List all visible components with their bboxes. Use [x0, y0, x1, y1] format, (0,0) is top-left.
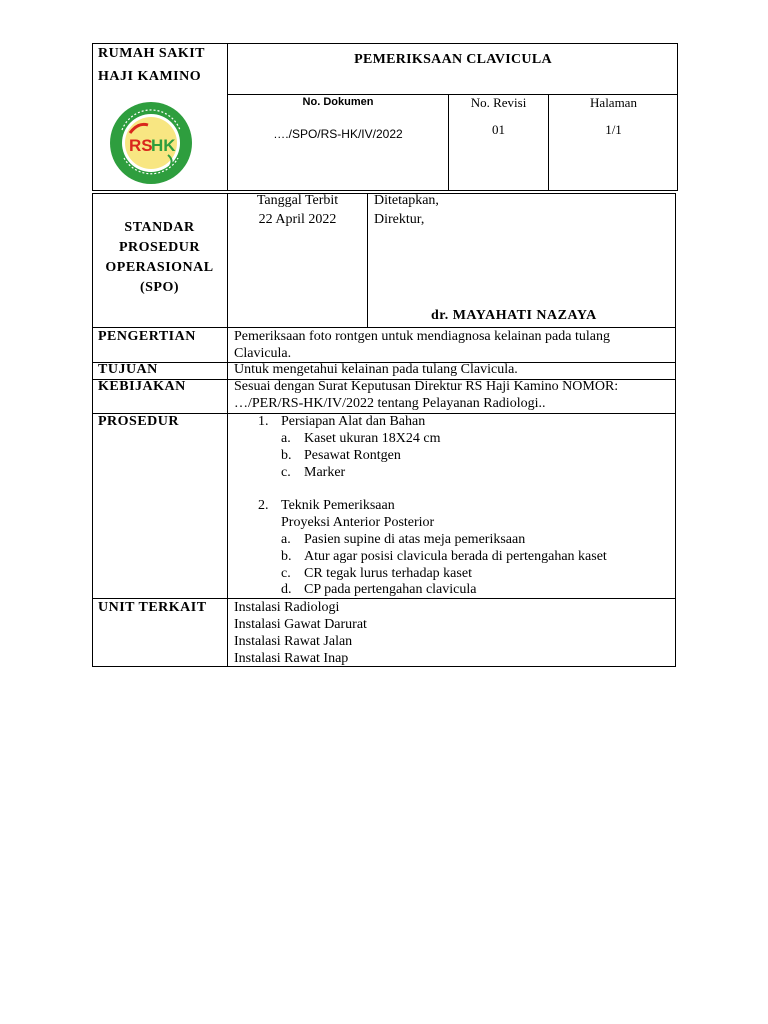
content-divider-vertical — [227, 327, 228, 667]
step2-item-a-marker: a. — [281, 532, 291, 547]
step1-item-a-marker: a. — [281, 431, 291, 446]
step2-item-d-marker: d. — [281, 582, 292, 597]
tanggal-terbit-label: Tanggal Terbit — [256, 193, 339, 208]
halaman-value: 1/1 — [605, 122, 622, 137]
step1-title: Persiapan Alat dan Bahan — [281, 414, 426, 429]
kebijakan-label: KEBIJAKAN — [98, 379, 186, 394]
hospital-name-line2: HAJI KAMINO — [98, 69, 202, 84]
row-divider-4 — [92, 598, 676, 599]
direktur-label: Direktur, — [374, 212, 425, 227]
halaman-label: Halaman — [590, 95, 637, 110]
logo-text-hk: HK — [151, 136, 176, 155]
step1-item-c-marker: c. — [281, 465, 291, 480]
logo-text-rs: RS — [129, 136, 153, 155]
no-dokumen-label: No. Dokumen — [302, 96, 374, 108]
step1-item-c: Marker — [304, 465, 346, 480]
kebijakan-text-line1: Sesuai dengan Surat Keputusan Direktur RS Haji Kamino NOMOR: — [234, 379, 619, 394]
content-table — [92, 327, 676, 667]
hospital-name-line1: RUMAH SAKIT — [98, 46, 206, 61]
hospital-logo-svg — [108, 100, 194, 186]
spo-label-line1: STANDAR — [124, 220, 195, 235]
no-revisi-value: 01 — [492, 122, 505, 137]
tujuan-text: Untuk mengetahui kelainan pada tulang Clavicula. — [234, 362, 518, 377]
step2-item-b: Atur agar posisi clavicula berada di pertengahan kaset — [304, 549, 607, 564]
step2-subtitle: Proyeksi Anterior Posterior — [281, 515, 435, 530]
kebijakan-text-line2: …/PER/RS-HK/IV/2022 tentang Pelayanan Radiologi.. — [234, 396, 546, 411]
tanggal-terbit-value: 22 April 2022 — [258, 212, 337, 227]
step2-title: Teknik Pemeriksaan — [281, 498, 395, 513]
spo-label-line4: (SPO) — [139, 280, 180, 295]
step1-item-b-marker: b. — [281, 448, 292, 463]
prosedur-label: PROSEDUR — [98, 414, 180, 429]
unit-terkait-label: UNIT TERKAIT — [98, 600, 207, 615]
step2-item-c: CR tegak lurus terhadap kaset — [304, 566, 472, 581]
step2-item-b-marker: b. — [281, 549, 292, 564]
tujuan-label: TUJUAN — [98, 362, 158, 377]
step1-number: 1. — [258, 414, 269, 429]
pengertian-text-line2: Clavicula. — [234, 346, 292, 361]
no-dokumen-value: …./SPO/RS-HK/IV/2022 — [273, 127, 403, 141]
step2-item-d: CP pada pertengahan clavicula — [304, 582, 477, 597]
step2-number: 2. — [258, 498, 269, 513]
unit-item-rawat-jalan: Instalasi Rawat Jalan — [234, 634, 353, 649]
ditetapkan-label: Ditetapkan, — [374, 193, 439, 208]
step2-item-a: Pasien supine di atas meja pemeriksaan — [304, 532, 526, 547]
pengertian-text-line1: Pemeriksaan foto rontgen untuk mendiagnosa kelainan pada tulang — [234, 329, 610, 344]
spo-divider-2 — [367, 193, 368, 327]
spo-label-line3: OPERASIONAL — [105, 260, 214, 275]
step1-item-b: Pesawat Rontgen — [304, 448, 401, 463]
step2-item-c-marker: c. — [281, 566, 291, 581]
spo-label-line2: PROSEDUR — [118, 240, 200, 255]
unit-item-gawat-darurat: Instalasi Gawat Darurat — [234, 617, 367, 632]
unit-item-radiologi: Instalasi Radiologi — [234, 600, 340, 615]
step1-item-a: Kaset ukuran 18X24 cm — [304, 431, 441, 446]
hospital-logo — [108, 100, 194, 186]
no-revisi-label: No. Revisi — [470, 95, 527, 110]
pengertian-label: PENGERTIAN — [98, 329, 196, 344]
signatory-name: dr. MAYAHATI NAZAYA — [431, 308, 597, 323]
document-title: PEMERIKSAAN CLAVICULA — [354, 52, 552, 67]
unit-item-rawat-inap: Instalasi Rawat Inap — [234, 651, 349, 666]
